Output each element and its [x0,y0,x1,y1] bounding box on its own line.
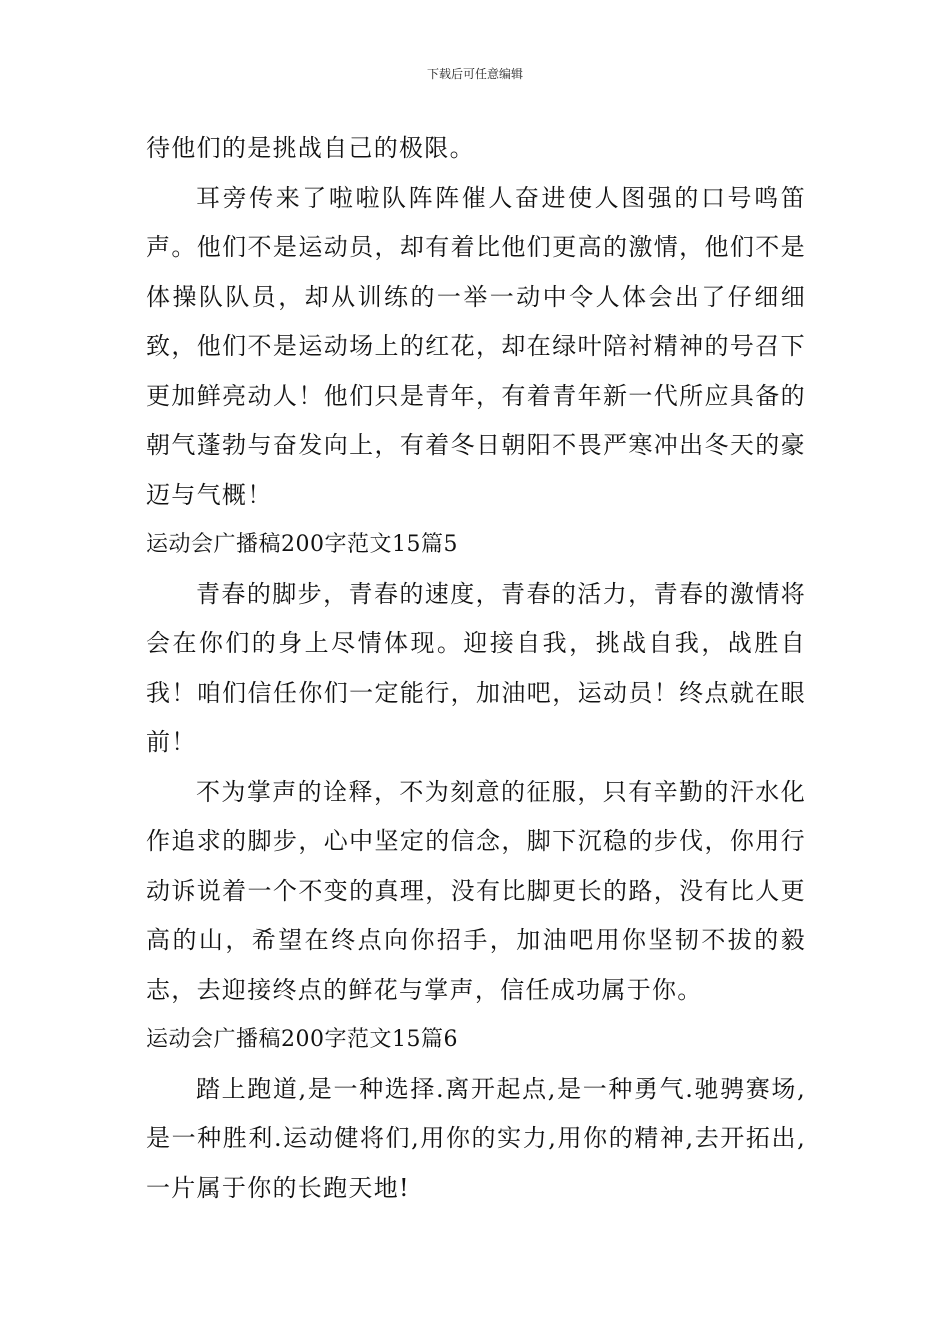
paragraph-4: 不为掌声的诠释，不为刻意的征服，只有辛勤的汗水化作追求的脚步，心中坚定的信念，脚下沉稳的步伐，你用行动诉说着一个不变的真理，没有比脚更长的路，没有比人更高的山，希望在终点向你招手，加油吧用你坚韧不拔的毅志，去迎接终点的鲜花与掌声，信任成功属于你。 [146,777,806,1004]
page-header: 下载后可任意编辑 [426,67,523,81]
paragraph-3: 青春的脚步，青春的速度，青春的活力，青春的激情将会在你们的身上尽情体现。迎接自我，挑战自我，战胜自我！咱们信任你们一定能行，加油吧，运动员！终点就在眼前！ [146,579,806,756]
paragraph-5: 踏上跑道,是一种选择.离开起点,是一种勇气.驰骋赛场,是一种胜利.运动健将们,用你的实力,用你的精神,去开拓出,一片属于你的长跑天地! [146,1074,806,1202]
paragraph-1: 待他们的是挑战自己的极限。 [146,134,475,162]
section-heading-5: 运动会广播稿200字范文15篇5 [146,532,458,557]
section-heading-6: 运动会广播稿200字范文15篇6 [146,1027,458,1052]
paragraph-2: 耳旁传来了啦啦队阵阵催人奋进使人图强的口号鸣笛声。他们不是运动员，却有着比他们更高的激情，他们不是体操队队员，却从训练的一举一动中令人体会出了仔细细致，他们不是运动场上的红花，却在绿叶陪衬精神的号召下更加鲜亮动人！他们只是青年，有着青年新一代所应具备的朝气蓬勃与奋发向上，有着冬日朝阳不畏严寒冲出冬天的豪迈与气概！ [146,183,806,509]
document-body [146,124,806,1213]
